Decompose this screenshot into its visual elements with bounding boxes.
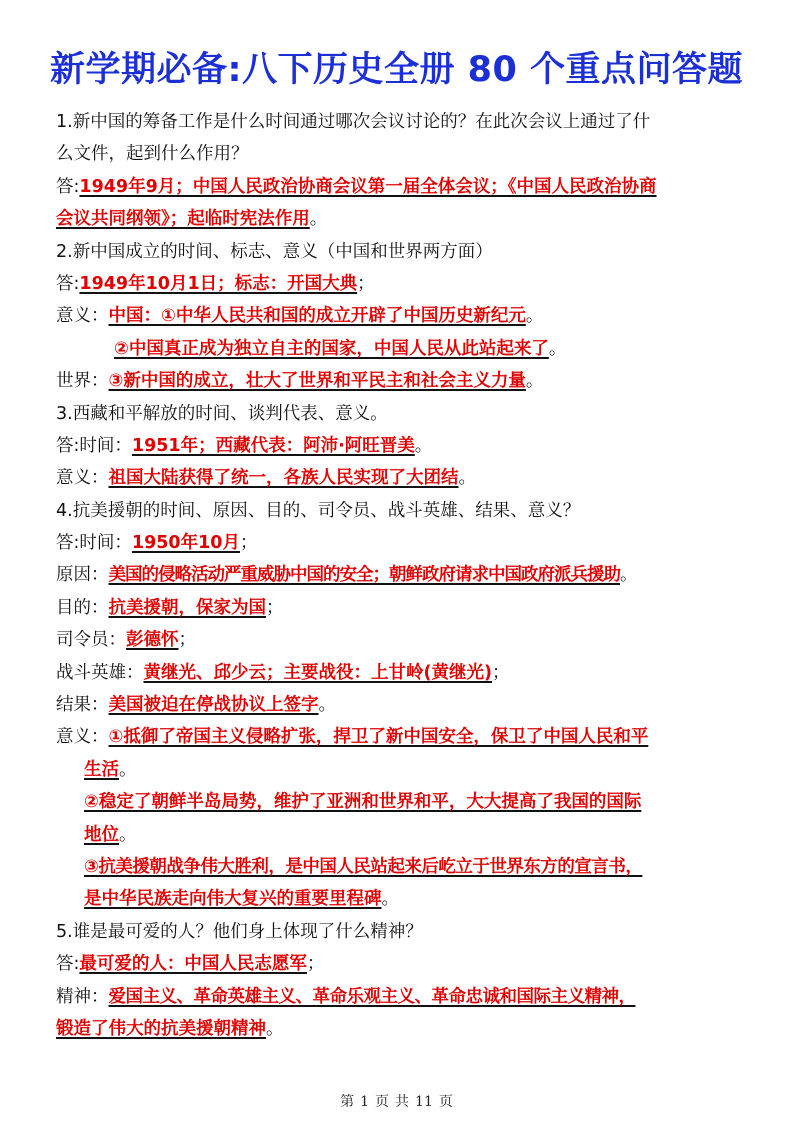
hero-label: 战斗英雄： xyxy=(56,662,144,683)
answer-5-text: 最可爱的人：中国人民志愿军 xyxy=(79,954,307,975)
answer-4-significance-1-line-2 xyxy=(56,754,746,786)
answer-5-spirit-text-1: 爱国主义、革命英雄主义、革命乐观主义、革命忠诚和国际主义精神， xyxy=(108,986,636,1007)
answer-4-significance-2-line-1 xyxy=(56,786,746,818)
punct: ； xyxy=(357,273,375,294)
answer-label: 答: xyxy=(56,273,80,294)
punct: 。 xyxy=(525,306,544,327)
answer-4-significance-1-text-2: 生活 xyxy=(84,759,119,780)
answer-4-goal xyxy=(56,592,746,624)
answer-4-reason xyxy=(56,559,746,591)
answer-4-significance-2-text-2: 地位 xyxy=(84,824,119,845)
significance-label: 意义： xyxy=(56,468,109,489)
punct: ； xyxy=(266,597,284,618)
answer-1-line-1 xyxy=(56,171,746,203)
answer-4-significance-3-text-2: 是中华民族走向伟大复兴的重要里程碑 xyxy=(84,889,382,910)
significance-label: 意义： xyxy=(56,306,109,327)
goal-label: 目的： xyxy=(56,597,109,618)
answer-2-world xyxy=(56,365,746,397)
significance-label: 意义： xyxy=(56,727,109,748)
answer-2-significance-1 xyxy=(56,300,746,332)
page-footer xyxy=(0,1091,793,1111)
answer-4-result xyxy=(56,689,746,721)
answer-4-commander-text: 彭德怀 xyxy=(126,630,179,651)
answer-4-significance-1-text-1: ①抵御了帝国主义侵略扩张，捍卫了新中国安全，保卫了中国人民和平 xyxy=(108,727,649,748)
answer-2-significance-text-2: ②中国真正成为独立自主的国家，中国人民从此站起来了 xyxy=(114,338,549,359)
footer-page-number: 1 xyxy=(360,1094,370,1110)
qa-content xyxy=(56,106,746,1045)
answer-4-significance-2-text-1: ②稳定了朝鲜半岛局势，维护了亚洲和世界和平，大大提高了我国的国际 xyxy=(84,792,642,813)
result-label: 结果： xyxy=(56,695,109,716)
answer-3-significance xyxy=(56,462,746,494)
question-2: 2.新中国成立的时间、标志、意义（中国和世界两方面） xyxy=(56,241,493,262)
answer-label: 答:时间： xyxy=(56,533,132,554)
answer-4-reason-text: 美国的侵略活动严重威胁中国的安全；朝鲜政府请求中国政府派兵援助 xyxy=(108,565,620,586)
punct: ； xyxy=(492,662,510,683)
answer-label: 答:时间： xyxy=(56,435,132,456)
question-4: 4.抗美援朝的时间、原因、目的、司令员、战斗英雄、结果、意义？ xyxy=(56,500,581,521)
punct: 。 xyxy=(414,435,433,456)
answer-4-significance-3-text-1: ③抗美援朝战争伟大胜利，是中国人民站起来后屹立于世界东方的宣言书， xyxy=(84,856,643,877)
question-1-line-1: 1.新中国的筹备工作是什么时间通过哪次会议讨论的？在此次会议上通过了什 xyxy=(56,112,651,132)
footer-di: 第 xyxy=(340,1094,355,1110)
answer-4-commander xyxy=(56,624,746,656)
punct: 。 xyxy=(620,565,638,586)
punct: 。 xyxy=(266,1018,284,1039)
answer-5 xyxy=(56,948,746,980)
question-1-line-2: 么文件，起到什么作用？ xyxy=(56,144,249,165)
answer-4-hero xyxy=(56,657,746,689)
commander-label: 司令员： xyxy=(56,630,126,651)
footer-ye2: 页 xyxy=(438,1094,453,1110)
answer-4-significance-1-line-1 xyxy=(56,721,746,753)
punct: 。 xyxy=(318,695,336,716)
answer-4-time-text: 1950年10月 xyxy=(131,533,240,554)
punct: 。 xyxy=(119,824,137,845)
punct: 。 xyxy=(548,338,567,359)
punct: 。 xyxy=(525,371,544,392)
punct: ； xyxy=(306,954,325,975)
answer-4-significance-3-line-1 xyxy=(56,851,746,883)
answer-3 xyxy=(56,430,746,462)
world-label: 世界： xyxy=(56,371,109,392)
answer-4-significance-2-line-2 xyxy=(56,819,746,851)
question-3: 3.西藏和平解放的时间、谈判代表、意义。 xyxy=(56,403,388,424)
punct: 。 xyxy=(119,759,137,780)
answer-3-text: 1951年；西藏代表：阿沛·阿旺晋美 xyxy=(131,435,415,456)
answer-1-text-1: 1949年9月；中国人民政治协商会议第一届全体会议；《中国人民政治协商 xyxy=(79,176,657,197)
answer-4-goal-text: 抗美援朝，保家为国 xyxy=(108,597,266,618)
punct: ； xyxy=(239,533,258,554)
punct: ； xyxy=(178,630,196,651)
answer-2-text: 1949年10月1日；标志：开国大典 xyxy=(79,273,358,294)
answer-5-spirit-line-2 xyxy=(56,1013,746,1045)
answer-2-world-text: ③新中国的成立，壮大了世界和平民主和社会主义力量 xyxy=(108,371,526,392)
answer-3-significance-text: 祖国大陆获得了统一，各族人民实现了大团结 xyxy=(108,468,459,489)
punct: 。 xyxy=(381,889,399,910)
answer-2 xyxy=(56,268,746,300)
footer-ye: 页 xyxy=(375,1094,390,1110)
answer-4-significance-3-line-2 xyxy=(56,883,746,915)
footer-total-pages: 11 xyxy=(415,1094,433,1110)
punct: 。 xyxy=(458,468,476,489)
answer-4-time xyxy=(56,527,746,559)
answer-5-spirit-line-1 xyxy=(56,981,746,1013)
footer-gong: 共 xyxy=(395,1094,410,1110)
answer-2-significance-text-1: 中国：①中华人民共和国的成立开辟了中国历史新纪元 xyxy=(108,306,526,327)
answer-1-line-2 xyxy=(56,203,746,235)
question-5: 5.谁是最可爱的人？他们身上体现了什么精神？ xyxy=(56,921,423,942)
answer-2-significance-2 xyxy=(56,333,746,365)
punct: 。 xyxy=(309,209,328,230)
answer-label: 答: xyxy=(56,176,80,197)
spirit-label: 精神： xyxy=(56,986,109,1007)
reason-label: 原因： xyxy=(56,565,109,586)
answer-label: 答: xyxy=(56,954,80,975)
answer-5-spirit-text-2: 锻造了伟大的抗美援朝精神 xyxy=(56,1018,266,1039)
answer-4-hero-text: 黄继光、邱少云；主要战役：上甘岭(黄继光) xyxy=(143,662,492,683)
page-title: 新学期必备:八下历史全册 80 个重点问答题 xyxy=(49,50,744,90)
answer-4-result-text: 美国被迫在停战协议上签字 xyxy=(108,695,319,716)
answer-1-text-2: 会议共同纲领》；起临时宪法作用 xyxy=(56,209,310,230)
